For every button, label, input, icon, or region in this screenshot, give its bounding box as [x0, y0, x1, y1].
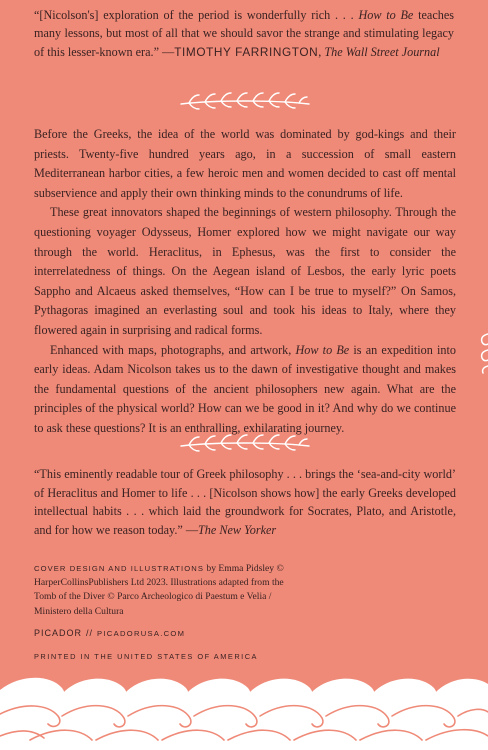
- blurb-paragraph-2: These great innovators shaped the beginnings of western philosophy. Through the questioning voyager Odysseus, Homer explored how we might navigate our way through the world. Heraclitus, in Ephesus, was the first to consider the interrelatedness of things. On the Aegean island of Lesbos, the early lyric poets Sappho and Alcaeus asked themselves, “How can I be true to myself?” On Samos, Pythagoras imagined an everlasting soul and took his ideas to Italy, where they flowered again in surprising and radical forms.: [34, 205, 456, 337]
- blurb-p3-start: Enhanced with maps, photographs, and artwork,: [50, 342, 296, 357]
- laurel-ornament-icon: [175, 432, 315, 456]
- credits-label: COVER DESIGN AND ILLUSTRATIONS: [34, 564, 204, 573]
- wave-swirl-icon: [474, 328, 488, 378]
- publisher-separator: //: [86, 628, 94, 638]
- cover-credits: [34, 562, 294, 619]
- blurb-paragraph-1: Before the Greeks, the idea of the world was dominated by god-kings and their priests. Twenty-five hundred years ago, in a succession of small eastern Mediterranean harbor cities, a few heroic men and women decided to cast off mental subservience and apply their own thinking minds to the conundrums of life.: [34, 127, 456, 200]
- quote-top-text-rest: teaches many lessons, but most of all that we should savor the strange and stimulating legacy of this lesser-known era.” —: [34, 8, 454, 59]
- quote-top-attribution-source: The Wall Street Journal: [324, 44, 440, 59]
- publisher-line: [34, 628, 185, 638]
- quote-top-text: “[Nicolson's] exploration of the period is wonderfully rich . . .: [34, 8, 359, 22]
- laurel-ornament-icon: [175, 90, 315, 114]
- description-blurb: [34, 125, 456, 439]
- quote-top-attribution-sep: ,: [318, 44, 325, 59]
- publisher-url: PICADORUSA.COM: [97, 629, 186, 638]
- blurb-p3-book-title: How to Be: [295, 342, 350, 357]
- quote-bottom-source: The New Yorker: [198, 522, 277, 537]
- blurb-p3-rest: is an expedition into early ideas. Adam Nicolson takes us to the dawn of investigative thought and makes the fundamental questions of the ancient philosophers new again. What are the principles of the physical world? How can we be good in it? And why do we continue to ask these questions? It is an enthralling, exhilarating journey.: [34, 342, 456, 435]
- printed-in-line: PRINTED IN THE UNITED STATES OF AMERICA: [34, 652, 258, 661]
- credits-text: by Emma Pidsley © HarperCollinsPublishers Ltd 2023. Illustrations adapted from the Tomb of the Diver © Parco Archeologico di Paestum e Velia / Ministero della Cultura: [34, 563, 284, 617]
- blurb-paragraph-3: [34, 341, 456, 439]
- wave-border-icon: [0, 670, 488, 750]
- publisher-name: PICADOR: [34, 628, 83, 638]
- quote-bottom-text: “This eminently readable tour of Greek philosophy . . . brings the ‘sea-and-city world’ of Heraclitus and Homer to life . . . [Nicolson shows how] the early Greeks developed intellectual habits . . . which laid the groundwork for Socrates, Plato, and Aristotle, and for how we reason today.” —: [34, 467, 456, 537]
- review-quote-bottom: [34, 465, 456, 539]
- quote-top-attribution-name: TIMOTHY FARRINGTON: [174, 44, 319, 59]
- quote-top-book-title: How to Be: [358, 8, 414, 22]
- review-quote-top: [34, 6, 454, 61]
